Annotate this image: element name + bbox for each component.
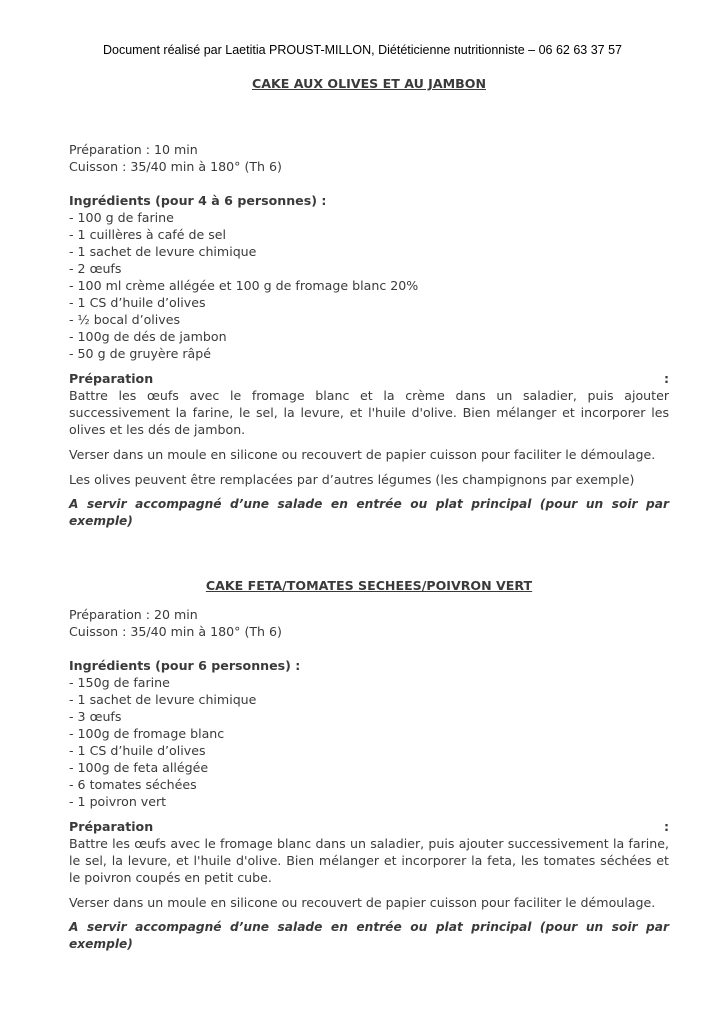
preparation-label: Préparation (69, 371, 154, 386)
ingredient-item: - 1 CS d’huile d’olives (69, 295, 206, 310)
ingredient-item: - 100g de fromage blanc (69, 726, 225, 741)
recipe-olives-jambon (69, 75, 669, 530)
ingredient-item: - 50 g de gruyère râpé (69, 346, 211, 361)
ingredient-item: - 1 sachet de levure chimique (69, 692, 257, 707)
recipe-feta-tomates-poivron (69, 577, 669, 953)
preparation-step: Battre les œufs avec le fromage blanc et la crème dans un saladier, puis ajouter successivement la farine, le sel, la levure, et l'huile d'olive. Bien mélanger et incorporer les olives et les dés de jambon. (69, 388, 669, 437)
prep-time: Préparation : 20 min (69, 607, 198, 622)
ingredients-title: Ingrédients (pour 6 personnes) : (69, 658, 301, 673)
ingredients-list (69, 209, 669, 362)
preparation-step: Battre les œufs avec le fromage blanc dans un saladier, puis ajouter successivement la farine, le sel, la levure, et l'huile d'olive. Bien mélanger et incorporer la feta, les tomates séchées et le poivron coupés en petit cube. (69, 836, 669, 885)
preparation-heading (69, 818, 669, 835)
ingredient-item: - 100g de dés de jambon (69, 329, 227, 344)
preparation-colon: : (663, 371, 669, 386)
preparation-step: Les olives peuvent être remplacées par d’autres légumes (les champignons par exemple) (69, 472, 635, 487)
preparation-heading (69, 370, 669, 387)
serving-suggestion: A servir accompagné d’une salade en entrée ou plat principal (pour un soir par exemple) (69, 920, 669, 951)
prep-time: Préparation : 10 min (69, 142, 198, 157)
cook-time: Cuisson : 35/40 min à 180° (Th 6) (69, 159, 282, 174)
serving-suggestion: A servir accompagné d’une salade en entrée ou plat principal (pour un soir par exemple) (69, 497, 669, 528)
preparation-step: Verser dans un moule en silicone ou recouvert de papier cuisson pour faciliter le démoulage. (69, 895, 656, 910)
preparation-step: Verser dans un moule en silicone ou recouvert de papier cuisson pour faciliter le démoulage. (69, 447, 656, 462)
ingredient-item: - ½ bocal d’olives (69, 312, 181, 327)
ingredient-item: - 100 g de farine (69, 210, 174, 225)
document-header: Document réalisé par Laetitia PROUST-MILLON, Diététicienne nutritionniste – 06 62 63 37 57 (102, 43, 623, 57)
ingredient-item: - 2 œufs (69, 261, 122, 276)
preparation-colon: : (663, 819, 669, 834)
ingredient-item: - 1 cuillères à café de sel (69, 227, 227, 242)
ingredient-item: - 100 ml crème allégée et 100 g de fromage blanc 20% (69, 278, 419, 293)
ingredient-item: - 150g de farine (69, 675, 170, 690)
ingredient-item: - 1 sachet de levure chimique (69, 244, 257, 259)
preparation-label: Préparation (69, 819, 154, 834)
ingredients-list (69, 674, 669, 810)
ingredients-title: Ingrédients (pour 4 à 6 personnes) : (69, 193, 327, 208)
ingredient-item: - 1 poivron vert (69, 794, 167, 809)
recipe-title: CAKE AUX OLIVES ET AU JAMBON (252, 76, 486, 91)
ingredient-item: - 1 CS d’huile d’olives (69, 743, 206, 758)
ingredient-item: - 100g de feta allégée (69, 760, 209, 775)
cook-time: Cuisson : 35/40 min à 180° (Th 6) (69, 624, 282, 639)
ingredient-item: - 6 tomates séchées (69, 777, 197, 792)
recipe-title: CAKE FETA/TOMATES SECHEES/POIVRON VERT (205, 578, 533, 593)
ingredient-item: - 3 œufs (69, 709, 122, 724)
